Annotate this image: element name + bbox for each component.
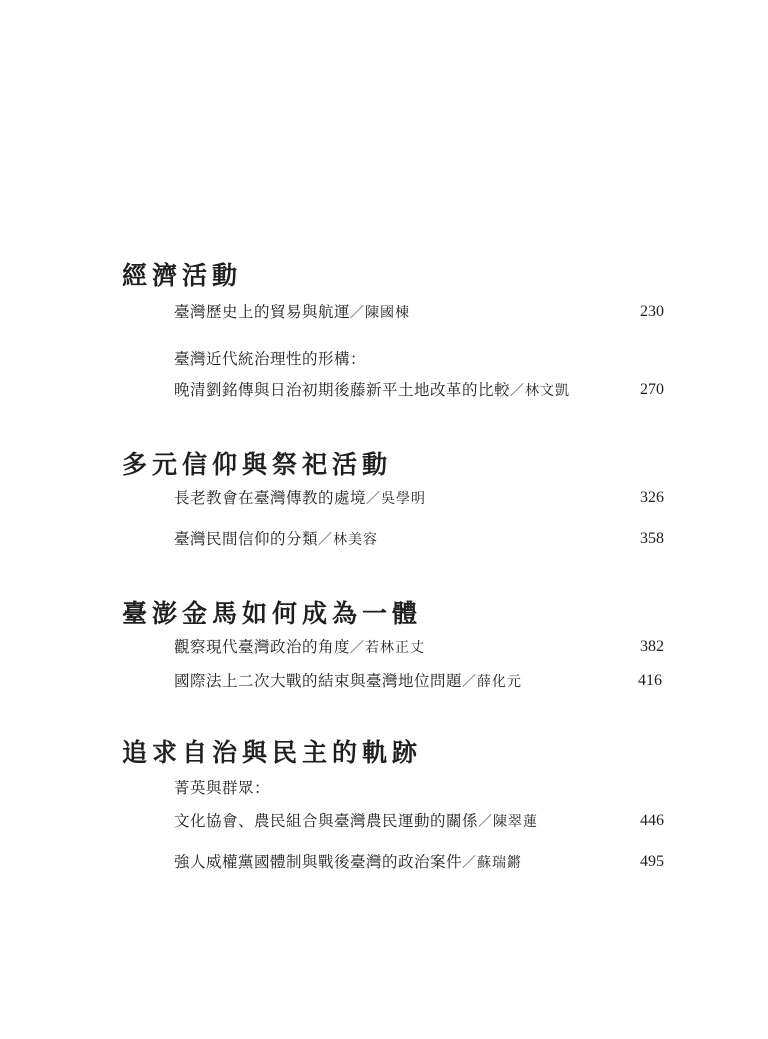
page-number: 230 (640, 303, 664, 320)
entry-author: 陳國棟 (365, 305, 411, 321)
entry-author: 林文凱 (525, 383, 571, 399)
toc-entry[interactable] (174, 378, 664, 402)
entry-pre-title: 臺灣近代統治理性的形構： (174, 350, 367, 368)
entry-title: 觀察現代臺灣政治的角度 (174, 638, 351, 656)
entry-pre-title: 菁英與群眾： (174, 779, 271, 797)
toc-entry[interactable] (174, 486, 664, 510)
page-number: 382 (640, 638, 664, 655)
toc-entry[interactable] (174, 300, 664, 324)
separator: ／ (462, 855, 478, 871)
separator: ／ (478, 814, 494, 830)
separator: ／ (510, 383, 526, 399)
section-title-unification: 臺澎金馬如何成為一體 (122, 599, 423, 628)
page-number: 358 (640, 530, 664, 547)
separator: ／ (350, 305, 366, 321)
page-number: 446 (640, 812, 664, 829)
separator: ／ (318, 532, 334, 548)
toc-entry[interactable] (174, 669, 664, 693)
page-number: 416 (638, 672, 662, 689)
section-title-religion: 多元信仰與祭祀活動 (122, 450, 393, 479)
separator: ／ (366, 491, 382, 507)
entry-title: 臺灣民間信仰的分類 (174, 530, 319, 548)
page-number: 270 (640, 381, 664, 398)
entry-author: 林美容 (333, 532, 379, 548)
section-title-democracy: 追求自治與民主的軌跡 (122, 738, 423, 767)
entry-title: 臺灣歷史上的貿易與航運 (174, 303, 351, 321)
entry-author: 薛化元 (477, 674, 523, 690)
entry-title: 國際法上二次大戰的結束與臺灣地位問題 (174, 672, 463, 690)
entry-title: 文化協會、農民組合與臺灣農民運動的關係 (174, 812, 479, 830)
entry-title: 長老教會在臺灣傳教的處境 (174, 489, 367, 507)
entry-author: 吳學明 (381, 491, 427, 507)
separator: ／ (462, 674, 478, 690)
entry-author: 蘇瑞鏘 (477, 855, 523, 871)
section-title-economy: 經濟活動 (122, 261, 243, 290)
entry-author: 若林正丈 (365, 640, 426, 656)
toc-entry[interactable] (174, 635, 664, 659)
entry-title: 強人威權黨國體制與戰後臺灣的政治案件 (174, 853, 463, 871)
entry-title: 晚清劉銘傳與日治初期後藤新平土地改革的比較 (174, 381, 511, 399)
toc-entry[interactable] (174, 809, 664, 833)
separator: ／ (350, 640, 366, 656)
toc-entry[interactable] (174, 527, 664, 551)
toc-entry[interactable] (174, 850, 664, 874)
page-number: 326 (640, 489, 664, 506)
page-number: 495 (640, 853, 664, 870)
entry-author: 陳翠蓮 (493, 814, 539, 830)
